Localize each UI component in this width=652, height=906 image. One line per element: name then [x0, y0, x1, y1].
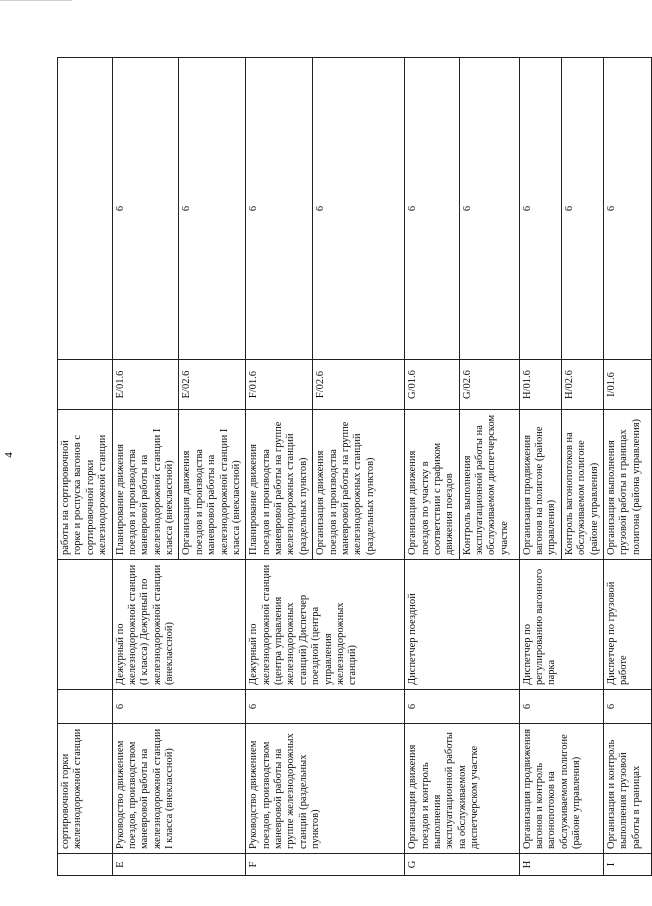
cell-task-code: H/01.6	[519, 360, 561, 410]
cell-position: Диспетчер по грузовой работе	[603, 560, 651, 690]
cell-position: Дежурный по железнодорожной станции (центра управления железнодорожных станций) Диспетчер поездной (центра управления железнодорожных станций)	[246, 560, 405, 690]
cell-level: 6	[603, 690, 651, 724]
cell-task-name: Планирование движения поездов и производства маневровой работы на железнодорожной станции I класса (внеклассной)	[112, 410, 179, 560]
table-row-H	[519, 58, 561, 876]
functions-table	[57, 57, 652, 876]
cell-task-level: 6	[561, 58, 603, 360]
table-row-E	[112, 58, 179, 876]
cell-task-code: E/02.6	[179, 360, 246, 410]
cell-function-name: Организация движения поездов и контроль выполнения эксплуатационной работы на обслуживаемом диспетчерском участке	[405, 724, 520, 854]
cell-code: F	[246, 854, 405, 876]
cell-task-level: 6	[313, 58, 405, 360]
table-row-continuation	[58, 58, 113, 876]
cell-task-level: 6	[459, 58, 519, 360]
table-row-G	[405, 58, 460, 876]
cell-code	[58, 854, 113, 876]
cell-task-code: G/01.6	[405, 360, 460, 410]
cell-code: E	[112, 854, 246, 876]
cell-task-level: 6	[246, 58, 313, 360]
cell-task-name: Организация движения поездов и производства маневровой работы на группе железнодорожных станций (раздельных пунктов)	[313, 410, 405, 560]
cell-code: I	[603, 854, 651, 876]
cell-level: 6	[246, 690, 405, 724]
cell-task-name: Контроль выполнения эксплуатационной работы на обслуживаемом диспетчерском участке	[459, 410, 519, 560]
cell-function-name: Организация продвижения вагонов и контроль вагонопотоков на обслуживаемом полигоне (районе управления)	[519, 724, 603, 854]
cell-task-name: Организация выполнения грузовой работы в границах полигона (района управления)	[603, 410, 651, 560]
cell-level: 6	[405, 690, 520, 724]
cell-task-level: 6	[603, 58, 651, 360]
cell-task-code: G/02.6	[459, 360, 519, 410]
cell-task-code: E/01.6	[112, 360, 179, 410]
table-row-F	[246, 58, 313, 876]
cell-task-code: F/01.6	[246, 360, 313, 410]
cell-position	[58, 560, 113, 690]
cell-task-name: Организация продвижения вагонов на полигоне (районе управления)	[519, 410, 561, 560]
cell-task-code: H/02.6	[561, 360, 603, 410]
cell-task-level	[58, 58, 113, 360]
cell-level: 6	[519, 690, 603, 724]
cell-task-name: Планирование движения поездов и производства маневровой работы на группе железнодорожных станций (раздельных пунктов)	[246, 410, 313, 560]
cell-task-level: 6	[179, 58, 246, 360]
page-number: 4	[2, 452, 15, 458]
cell-task-code: F/02.6	[313, 360, 405, 410]
cell-code: H	[519, 854, 603, 876]
cell-position: Диспетчер по регулированию вагонного парка	[519, 560, 603, 690]
cell-function-name: Организация и контроль выполнения грузовой работы в границах	[603, 724, 651, 854]
cell-position: Диспетчер поездной	[405, 560, 520, 690]
cell-function-name: Руководство движением поездов, производством маневровой работы на группе железнодорожных станций (раздельных пунктов)	[246, 724, 405, 854]
scan-edge-mark	[0, 0, 72, 1]
cell-task-name: Организация движения поездов и производства маневровой работы на железнодорожной станции I класса (внеклассной)	[179, 410, 246, 560]
cell-task-code: I/01.6	[603, 360, 651, 410]
cell-task-code	[58, 360, 113, 410]
cell-code: G	[405, 854, 520, 876]
cell-task-name: Контроль вагонопотоков на обслуживаемом полигоне (районе управления)	[561, 410, 603, 560]
cell-task-level: 6	[112, 58, 179, 360]
table-row-I	[603, 58, 651, 876]
cell-level	[58, 690, 113, 724]
cell-task-name: работы на сортировочной горке и роспуска вагонов с сортировочной горки железнодорожной станции	[58, 410, 113, 560]
cell-level: 6	[112, 690, 246, 724]
rotated-table-container	[57, 58, 642, 876]
cell-function-name: Руководство движением поездов, производством маневровой работы на железнодорожной станции I класса (внеклассной)	[112, 724, 246, 854]
cell-function-name: сортировочной горки железнодорожной станции	[58, 724, 113, 854]
cell-task-name: Организация движения поездов по участку в соответствии с графиком движения поездов	[405, 410, 460, 560]
cell-task-level: 6	[519, 58, 561, 360]
cell-position: Дежурный по железнодорожной станции (I класса) Дежурный по железнодорожной станции (внеклассной)	[112, 560, 246, 690]
cell-task-level: 6	[405, 58, 460, 360]
